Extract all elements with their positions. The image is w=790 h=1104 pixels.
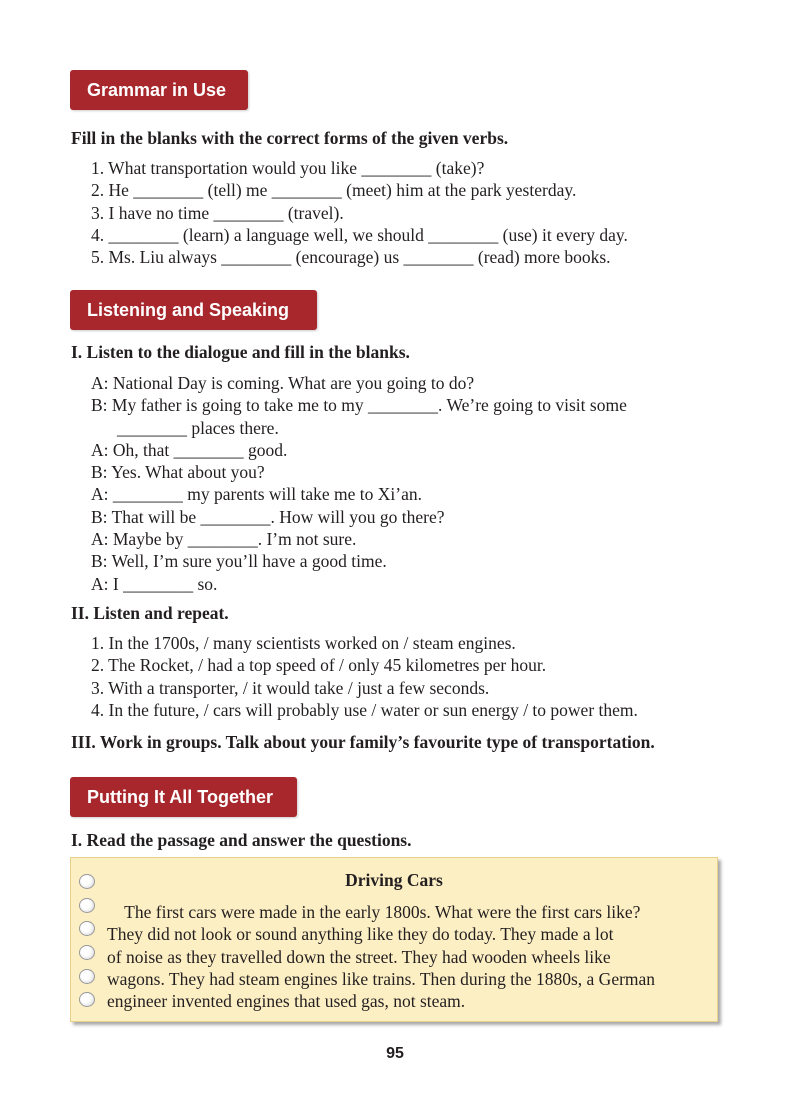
dialogue-line: A: I ________ so. xyxy=(91,573,218,594)
listening-part3-instruction: III. Work in groups. Talk about your family’s favourite type of transportation. xyxy=(71,732,655,752)
binder-ring-icon xyxy=(79,898,95,913)
dialogue-line: A: ________ my parents will take me to Xi’an. xyxy=(91,484,422,505)
grammar-item: 2. He ________ (tell) me ________ (meet) him at the park yesterday. xyxy=(91,180,577,201)
passage-line: They did not look or sound anything like they do today. They made a lot xyxy=(107,924,614,945)
dialogue-line: B: My father is going to take me to my ________. We’re going to visit some xyxy=(91,395,627,416)
listening-part1-instruction: I. Listen to the dialogue and fill in the blanks. xyxy=(71,342,410,362)
binder-ring-icon xyxy=(79,945,95,960)
repeat-item: 3. With a transporter, / it would take / just a few seconds. xyxy=(91,677,490,698)
binder-ring-icon xyxy=(79,992,95,1007)
repeat-item: 2. The Rocket, / had a top speed of / only 45 kilometres per hour. xyxy=(91,655,547,676)
section-header-listening: Listening and Speaking xyxy=(70,290,317,330)
repeat-item: 1. In the 1700s, / many scientists worked on / steam engines. xyxy=(91,633,516,653)
repeat-item: 4. In the future, / cars will probably use / water or sun energy / to power them. xyxy=(91,699,638,720)
listening-part2-instruction: II. Listen and repeat. xyxy=(71,603,229,623)
dialogue-line: A: Maybe by ________. I’m not sure. xyxy=(91,529,357,550)
dialogue xyxy=(91,372,627,595)
binder-ring-icon xyxy=(79,921,95,936)
together-instruction: I. Read the passage and answer the questions. xyxy=(71,830,412,850)
page-number: 95 xyxy=(386,1045,404,1062)
binder-ring-icon xyxy=(79,969,95,984)
grammar-items xyxy=(91,157,628,268)
passage-line: The first cars were made in the early 1800s. What were the first cars like? xyxy=(107,902,641,922)
passage-box xyxy=(70,857,718,1022)
section-header-grammar: Grammar in Use xyxy=(70,70,248,110)
dialogue-line: B: Yes. What about you? xyxy=(91,462,265,483)
passage-title: Driving Cars xyxy=(345,870,443,890)
dialogue-line: A: National Day is coming. What are you going to do? xyxy=(91,373,475,393)
dialogue-line: B: Well, I’m sure you’ll have a good time. xyxy=(91,551,387,572)
passage-line: of noise as they travelled down the street. They had wooden wheels like xyxy=(107,946,611,967)
grammar-item: 5. Ms. Liu always ________ (encourage) us ________ (read) more books. xyxy=(91,247,611,268)
section-header-together: Putting It All Together xyxy=(70,777,297,817)
repeat-items xyxy=(91,632,638,721)
grammar-item: 3. I have no time ________ (travel). xyxy=(91,202,344,223)
dialogue-line: A: Oh, that ________ good. xyxy=(91,439,288,460)
passage-line: engineer invented engines that used gas, not steam. xyxy=(107,991,466,1012)
grammar-instruction: Fill in the blanks with the correct forms of the given verbs. xyxy=(71,128,509,148)
dialogue-line: B: That will be ________. How will you go there? xyxy=(91,506,445,527)
passage-line: wagons. They had steam engines like trains. Then during the 1880s, a German xyxy=(107,968,656,989)
passage-text xyxy=(107,901,655,1012)
dialogue-line: ________ places there. xyxy=(117,417,279,438)
grammar-item: 1. What transportation would you like ________ (take)? xyxy=(91,158,485,178)
grammar-item: 4. ________ (learn) a language well, we should ________ (use) it every day. xyxy=(91,224,628,245)
